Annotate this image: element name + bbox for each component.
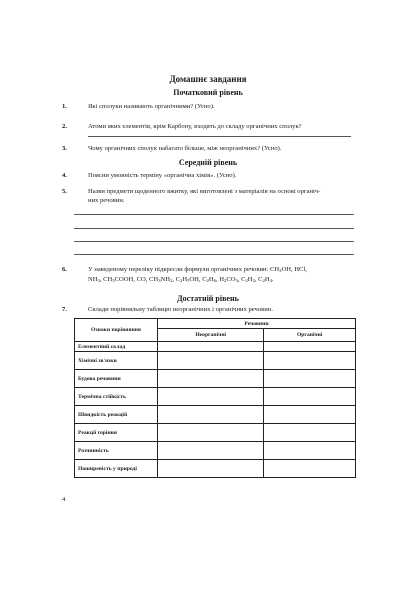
answer-cell[interactable] <box>264 342 356 352</box>
answer-line[interactable] <box>74 214 354 215</box>
table-row <box>75 352 356 370</box>
section-heading-sufficient: Достатній рівень <box>177 294 239 303</box>
q2-text: Атоми яких елементів, крім Карбону, входять до складу органічних сполук? <box>88 123 302 130</box>
row-label: Розчинність <box>75 442 158 460</box>
page-title: Домашнє завдання <box>169 74 247 84</box>
answer-cell[interactable] <box>264 460 356 478</box>
table-header-feature: Ознаки порівняння <box>75 319 158 342</box>
table-row <box>75 342 356 352</box>
answer-cell[interactable] <box>158 342 264 352</box>
answer-cell[interactable] <box>158 406 264 424</box>
table-header-substances: Речовини <box>158 319 356 329</box>
row-label: Реакції горіння <box>75 424 158 442</box>
table-header-inorganic: Неорганічні <box>158 329 264 342</box>
q7-text: Склади порівняльну таблицю неорганічних і органічних речовин. <box>88 306 273 313</box>
q3-number: 3. <box>62 145 67 152</box>
q1-text: Які сполуки називають органічними? (Усно). <box>88 103 215 110</box>
answer-line[interactable] <box>74 254 354 255</box>
answer-line[interactable] <box>74 241 354 242</box>
answer-line[interactable] <box>88 136 351 137</box>
row-label: Хімічні зв'язки <box>75 352 158 370</box>
answer-cell[interactable] <box>158 388 264 406</box>
q4-number: 4. <box>62 172 67 179</box>
answer-cell[interactable] <box>264 370 356 388</box>
q6-number: 6. <box>62 266 67 273</box>
section-heading-initial: Початковий рівень <box>173 88 243 97</box>
table-row <box>75 442 356 460</box>
table-row <box>75 460 356 478</box>
answer-cell[interactable] <box>264 406 356 424</box>
answer-cell[interactable] <box>264 424 356 442</box>
answer-cell[interactable] <box>158 442 264 460</box>
q1-number: 1. <box>62 103 67 110</box>
answer-cell[interactable] <box>158 352 264 370</box>
table-row <box>75 424 356 442</box>
q5-number: 5. <box>62 188 67 195</box>
q5-text-line2: них речовин. <box>88 197 125 204</box>
answer-cell[interactable] <box>264 388 356 406</box>
table-header-organic: Органічні <box>264 329 356 342</box>
row-label: Поширеність у природі <box>75 460 158 478</box>
row-label: Будова речовини <box>75 370 158 388</box>
comparison-table <box>74 318 356 478</box>
q6-formula-list: $NH_3$, $CH_3COOH$, CO, $CH_3NH_2$, $C_2H_5OH$, $C_2H_6$, $H_2CO_3$, $C_2H_2$, $C_2H_4$. <box>88 276 274 283</box>
row-label: Швидкість реакцій <box>75 406 158 424</box>
answer-cell[interactable] <box>264 352 356 370</box>
row-label: Елементний склад <box>75 342 158 352</box>
answer-cell[interactable] <box>158 460 264 478</box>
section-heading-intermediate: Середній рівень <box>178 158 238 167</box>
answer-cell[interactable] <box>158 424 264 442</box>
q4-text: Поясни умовність терміну «органічна хімія». (Усно). <box>88 172 237 179</box>
table-row <box>75 388 356 406</box>
answer-cell[interactable] <box>264 442 356 460</box>
table-row <box>75 370 356 388</box>
q3-text: Чому органічних сполук набагато більше, між неорганічних? (Усно). <box>88 145 282 152</box>
row-label: Термічна стійкість <box>75 388 158 406</box>
answer-cell[interactable] <box>158 370 264 388</box>
page-number: 4 <box>62 496 66 503</box>
q5-text-line1: Назви предмети щоденного вжитку, які виготовлені з матеріалів на основі органіч- <box>88 188 321 195</box>
q7-number: 7. <box>62 306 67 313</box>
answer-line[interactable] <box>74 228 354 229</box>
table-row <box>75 406 356 424</box>
q6-text: У наведеному переліку підкресли формули органічних речовин: $CH_3OH$, HCl, <box>88 266 307 273</box>
q2-number: 2. <box>62 123 67 130</box>
